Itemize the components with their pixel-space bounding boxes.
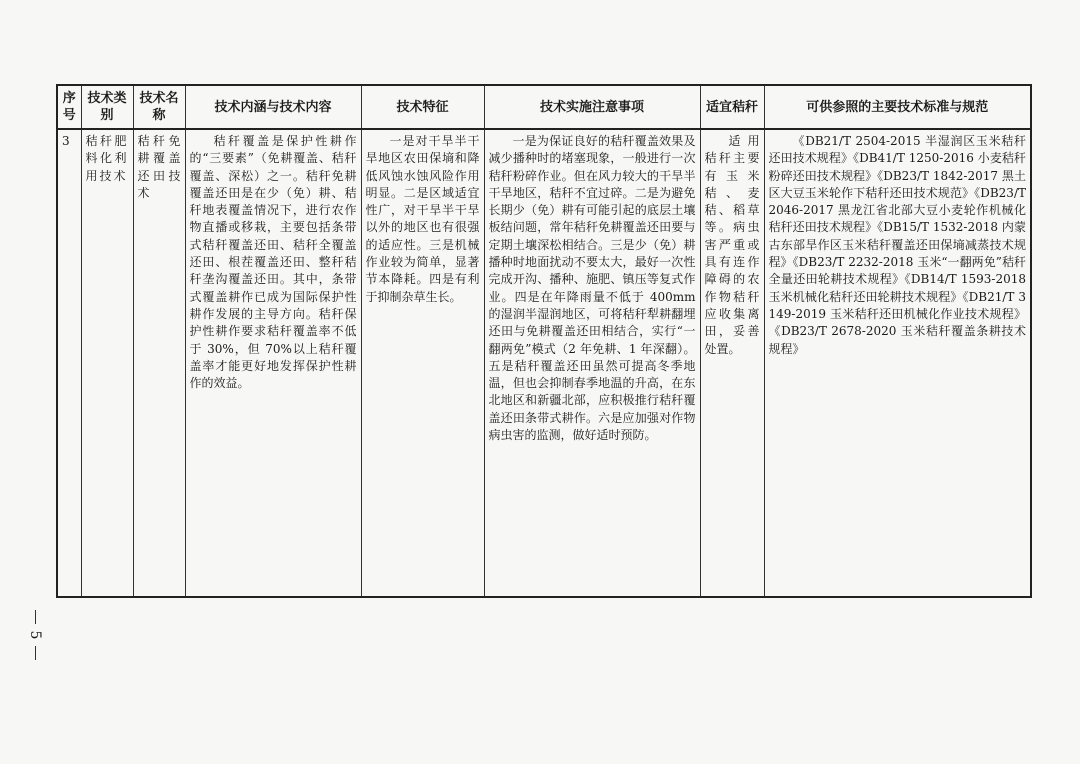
header-notes: 技术实施注意事项 [484, 85, 700, 129]
technology-table [56, 84, 1032, 598]
header-suitable: 适宜秸秆 [700, 85, 764, 129]
cell-category: 秸秆肥料化利用技术 [81, 129, 133, 597]
header-features: 技术特征 [361, 85, 484, 129]
cell-number: 3 [57, 129, 81, 597]
header-category: 技术类别 [81, 85, 133, 129]
cell-suitable: 适用秸秆主要有玉米秸、麦秸、稻草等。病虫害严重或具有连作障碍的农作物秸秆应收集离田，妥善处置。 [700, 129, 764, 597]
page-number-digit: 5 [27, 630, 43, 640]
header-row [57, 85, 1031, 129]
table-row [57, 129, 1031, 597]
cell-content: 秸秆覆盖是保护性耕作的“三要素”（免耕覆盖、秸秆覆盖、深松）之一。秸秆免耕覆盖还田是在少（免）耕、秸秆地表覆盖情况下，进行农作物直播或移栽，主要包括条带式秸秆覆盖还田、秸秆全覆盖还田、根茬覆盖还田、整秆秸秆垄沟覆盖还田。其中，条带式覆盖耕作已成为国际保护性耕作发展的主导方向。秸秆保护性耕作要求秸秆覆盖率不低于 30%，但 70%以上秸秆覆盖率才能更好地发挥保护性耕作的效益。 [185, 129, 361, 597]
header-number: 序号 [57, 85, 81, 129]
cell-notes: 一是为保证良好的秸秆覆盖效果及减少播种时的堵塞现象，一般进行一次秸秆粉碎作业。但在风力较大的干旱半干旱地区，秸秆不宜过碎。二是为避免长期少（免）耕有可能引起的底层土壤板结问题，常年秸秆免耕覆盖还田要与定期土壤深松相结合。三是少（免）耕播种时地面扰动不要太大，最好一次性完成开沟、播种、施肥、镇压等复式作业。四是在年降雨量不低于 400mm 的湿润半湿润地区，可将秸秆犁耕翻埋还田与免耕覆盖还田相结合，实行“一翻两免”模式（2 年免耕、1 年深翻）。五是秸秆覆盖还田虽然可提高冬季地温，但也会抑制春季地温的升高，在东北地区和新疆北部，应积极推行秸秆覆盖还田条带式耕作。六是应加强对作物病虫害的监测，做好适时预防。 [484, 129, 700, 597]
cell-name: 秸秆免耕覆盖还田技术 [133, 129, 185, 597]
header-standards: 可供参照的主要技术标准与规范 [764, 85, 1031, 129]
cell-standards: 《DB21/T 2504-2015 半湿润区玉米秸秆还田技术规程》《DB41/T 1250-2016 小麦秸秆粉碎还田技术规程》《DB23/T 1842-2017 黑土区大豆玉米轮作下秸秆还田技术规范》《DB23/T 2046-2017 黑龙江省北部大豆小麦轮作机械化秸秆还田技术规程》《DB15/T 1532-2018 内蒙古东部旱作区玉米秸秆覆盖还田保墒减蒸技术规程》《DB23/T 2232-2018 玉米“一翻两免”秸秆全量还田轮耕技术规程》《DB14/T 1593-2018 玉米机械化秸秆还田轮耕技术规程》《DB21/T 3149-2019 玉米秸秆还田机械化作业技术规程》《DB23/T 2678-2020 玉米秸秆覆盖条耕技术规程》 [764, 129, 1031, 597]
page-number [28, 610, 42, 660]
page-number-dash-top [35, 610, 36, 624]
header-name: 技术名称 [133, 85, 185, 129]
page-number-dash-bottom [35, 646, 36, 660]
cell-features: 一是对干旱半干旱地区农田保墒和降低风蚀水蚀风险作用明显。二是区域适宜性广，对干旱半干旱以外的地区也有很强的适应性。三是机械作业较为简单，显著节本降耗。四是有利于抑制杂草生长。 [361, 129, 484, 597]
header-content: 技术内涵与技术内容 [185, 85, 361, 129]
